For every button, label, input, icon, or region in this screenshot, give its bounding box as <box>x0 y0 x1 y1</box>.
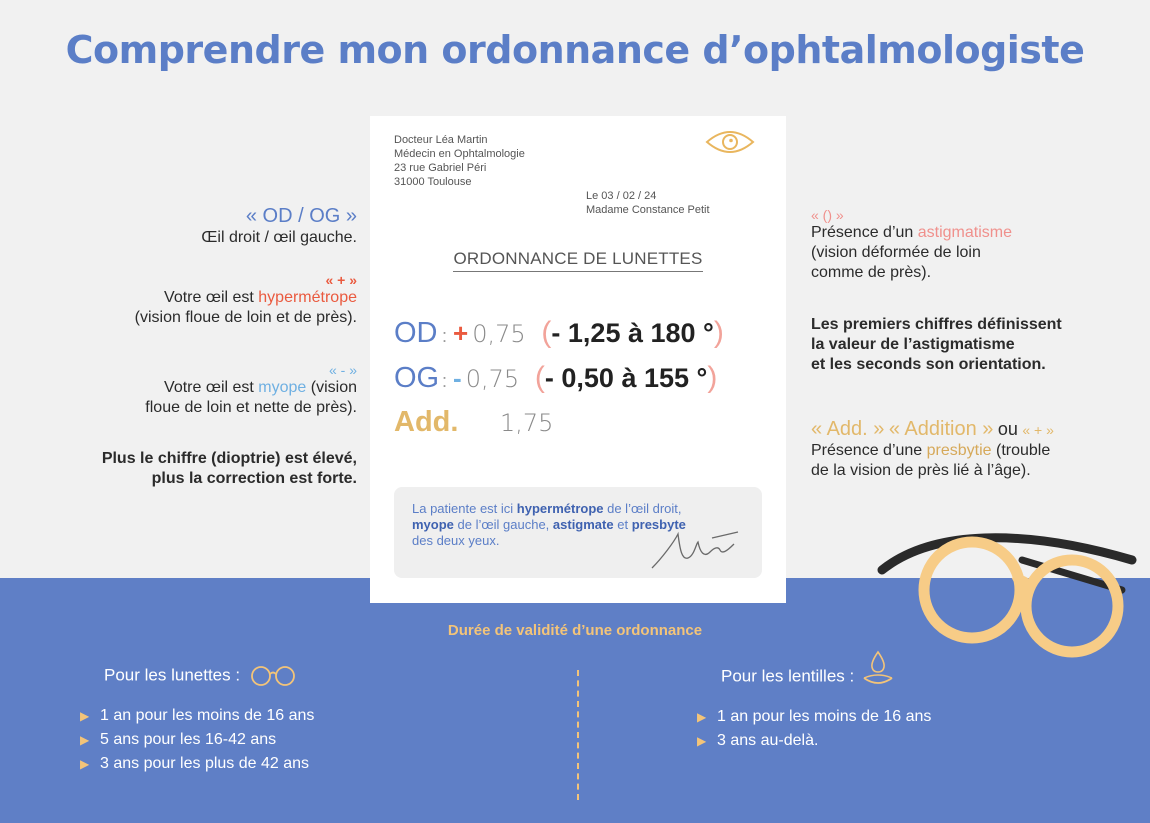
annotation-plus <box>135 272 357 328</box>
annotation-key: « + » <box>325 272 357 288</box>
prescription-date: Le 03 / 02 / 24 <box>586 190 657 202</box>
open-paren: ( <box>541 316 552 349</box>
row-og <box>394 361 717 401</box>
og-sphere: 0,75 <box>465 365 520 393</box>
annotation-addition <box>811 418 1054 481</box>
separator: : <box>442 371 448 391</box>
od-cylinder: - 1,25 à 180 ° <box>551 318 714 348</box>
text-fragment: Votre œil est <box>164 379 259 396</box>
list-item-text: 3 ans pour les plus de 42 ans <box>100 755 310 772</box>
annotation-text <box>145 378 357 398</box>
annotation-key: « () » <box>811 207 844 223</box>
highlight-presbytie: presbytie <box>926 442 992 459</box>
annotation-text: la valeur de l’astigmatisme <box>811 336 1015 353</box>
bullet-icon: ▶ <box>80 709 90 723</box>
highlight-myope: myope <box>258 379 307 396</box>
lenses-label: Pour les lentilles : <box>721 666 855 686</box>
text-fragment: de l’œil droit, <box>603 501 682 516</box>
annotation-text: floue de loin et nette de près). <box>145 399 357 416</box>
note-line <box>412 501 744 517</box>
prescription-title <box>370 249 786 269</box>
list-item <box>80 752 314 776</box>
doctor-city: 31000 Toulouse <box>394 176 472 188</box>
text-fragment: La patiente est ici <box>412 501 517 516</box>
section-divider <box>577 670 579 800</box>
bullet-icon: ▶ <box>697 734 707 748</box>
list-item-text: 3 ans au-delà. <box>717 732 819 749</box>
note-bold: presbyte <box>631 517 686 532</box>
add-value: 1,75 <box>500 409 554 437</box>
prescription-title-text: ORDONNANCE DE LUNETTES <box>453 249 702 272</box>
highlight-hypermetrope: hypermétrope <box>258 289 357 306</box>
note-line: des deux yeux. <box>412 533 500 548</box>
highlight-astigmatisme: astigmatisme <box>917 224 1012 241</box>
close-paren: ) <box>713 316 724 349</box>
text-fragment: Présence d’une <box>811 442 927 459</box>
date-info <box>586 189 710 217</box>
annotation-key: « + » <box>1022 422 1054 438</box>
list-item <box>80 728 314 752</box>
eye-icon <box>704 128 756 156</box>
separator: : <box>442 326 448 346</box>
og-sign: - <box>453 363 462 393</box>
bullet-icon: ▶ <box>697 710 707 724</box>
text-fragment: Présence d’un <box>811 224 918 241</box>
annotation-key: « - » <box>328 362 357 378</box>
annotation-text: Plus le chiffre (dioptrie) est élevé, <box>101 450 357 467</box>
close-paren: ) <box>707 361 718 394</box>
og-cylinder: - 0,50 à 155 ° <box>544 363 708 393</box>
doctor-info <box>394 133 525 189</box>
text-fragment: (vision <box>306 379 357 396</box>
add-label: Add. <box>394 406 459 438</box>
annotation-key-line <box>811 418 1054 441</box>
annotation-dioptrie <box>102 449 357 489</box>
lenses-validity-list <box>697 705 931 753</box>
text-fragment: et <box>613 517 632 532</box>
validity-title: Durée de validité d’une ordonnance <box>447 622 703 639</box>
annotation-or: ou <box>997 419 1018 439</box>
doctor-specialty: Médecin en Ophtalmologie <box>394 148 525 160</box>
annotation-astig-numbers <box>811 315 1062 375</box>
text-fragment: (trouble <box>991 442 1051 459</box>
glasses-validity-list <box>80 704 314 776</box>
annotation-od-og <box>201 205 357 248</box>
note-bold: myope <box>412 517 454 532</box>
og-label: OG <box>394 362 440 394</box>
row-add <box>394 406 553 446</box>
od-sign: + <box>453 318 469 348</box>
signature <box>648 528 744 572</box>
annotation-text: plus la correction est forte. <box>151 470 357 487</box>
bullet-icon: ▶ <box>80 733 90 747</box>
glasses-icon <box>249 665 297 687</box>
annotation-text <box>135 288 357 308</box>
bullet-icon: ▶ <box>80 757 90 771</box>
text-fragment: Votre œil est <box>164 289 259 306</box>
list-item-text: 1 an pour les moins de 16 ans <box>717 708 932 725</box>
annotation-text <box>811 223 1012 243</box>
glasses-label: Pour les lunettes : <box>104 665 241 685</box>
annotation-text: de la vision de près lié à l’âge). <box>811 462 1031 479</box>
list-item-text: 1 an pour les moins de 16 ans <box>100 707 315 724</box>
annotation-minus <box>145 362 357 418</box>
od-label: OD <box>394 317 438 349</box>
annotation-text: Les premiers chiffres définissent <box>811 316 1062 333</box>
list-item <box>697 705 931 729</box>
text-fragment: de l’œil gauche, <box>453 517 553 532</box>
annotation-text: Œil droit / œil gauche. <box>201 229 357 246</box>
prescription-paper <box>370 116 786 603</box>
annotation-parens <box>811 207 1012 283</box>
annotation-key: « Addition » <box>888 418 994 440</box>
annotation-text: (vision floue de loin et de près). <box>134 309 357 326</box>
row-od <box>394 316 724 356</box>
page-title: Comprendre mon ordonnance d’ophtalmologiste <box>65 28 1085 72</box>
annotation-key: « Add. » <box>811 418 885 440</box>
open-paren: ( <box>534 361 545 394</box>
annotation-text: (vision déformée de loin <box>811 244 981 261</box>
note-bold: astigmate <box>552 517 614 532</box>
glasses-illustration <box>872 520 1144 660</box>
contact-lens-icon <box>861 650 895 690</box>
annotation-text <box>811 441 1054 461</box>
annotation-text: et les seconds son orientation. <box>811 356 1046 373</box>
doctor-street: 23 rue Gabriel Péri <box>394 162 487 174</box>
note-bold: hypermétrope <box>516 501 604 516</box>
lenses-section-title <box>721 664 895 690</box>
prescription-note <box>394 487 762 578</box>
list-item-text: 5 ans pour les 16-42 ans <box>100 731 277 748</box>
list-item <box>697 729 931 753</box>
patient-name: Madame Constance Petit <box>586 204 710 216</box>
od-sphere: 0,75 <box>472 320 526 348</box>
annotation-key: « OD / OG » <box>245 205 357 227</box>
list-item <box>80 704 314 728</box>
doctor-name: Docteur Léa Martin <box>394 134 488 146</box>
annotation-text: comme de près). <box>811 264 932 281</box>
glasses-section-title <box>104 665 297 687</box>
